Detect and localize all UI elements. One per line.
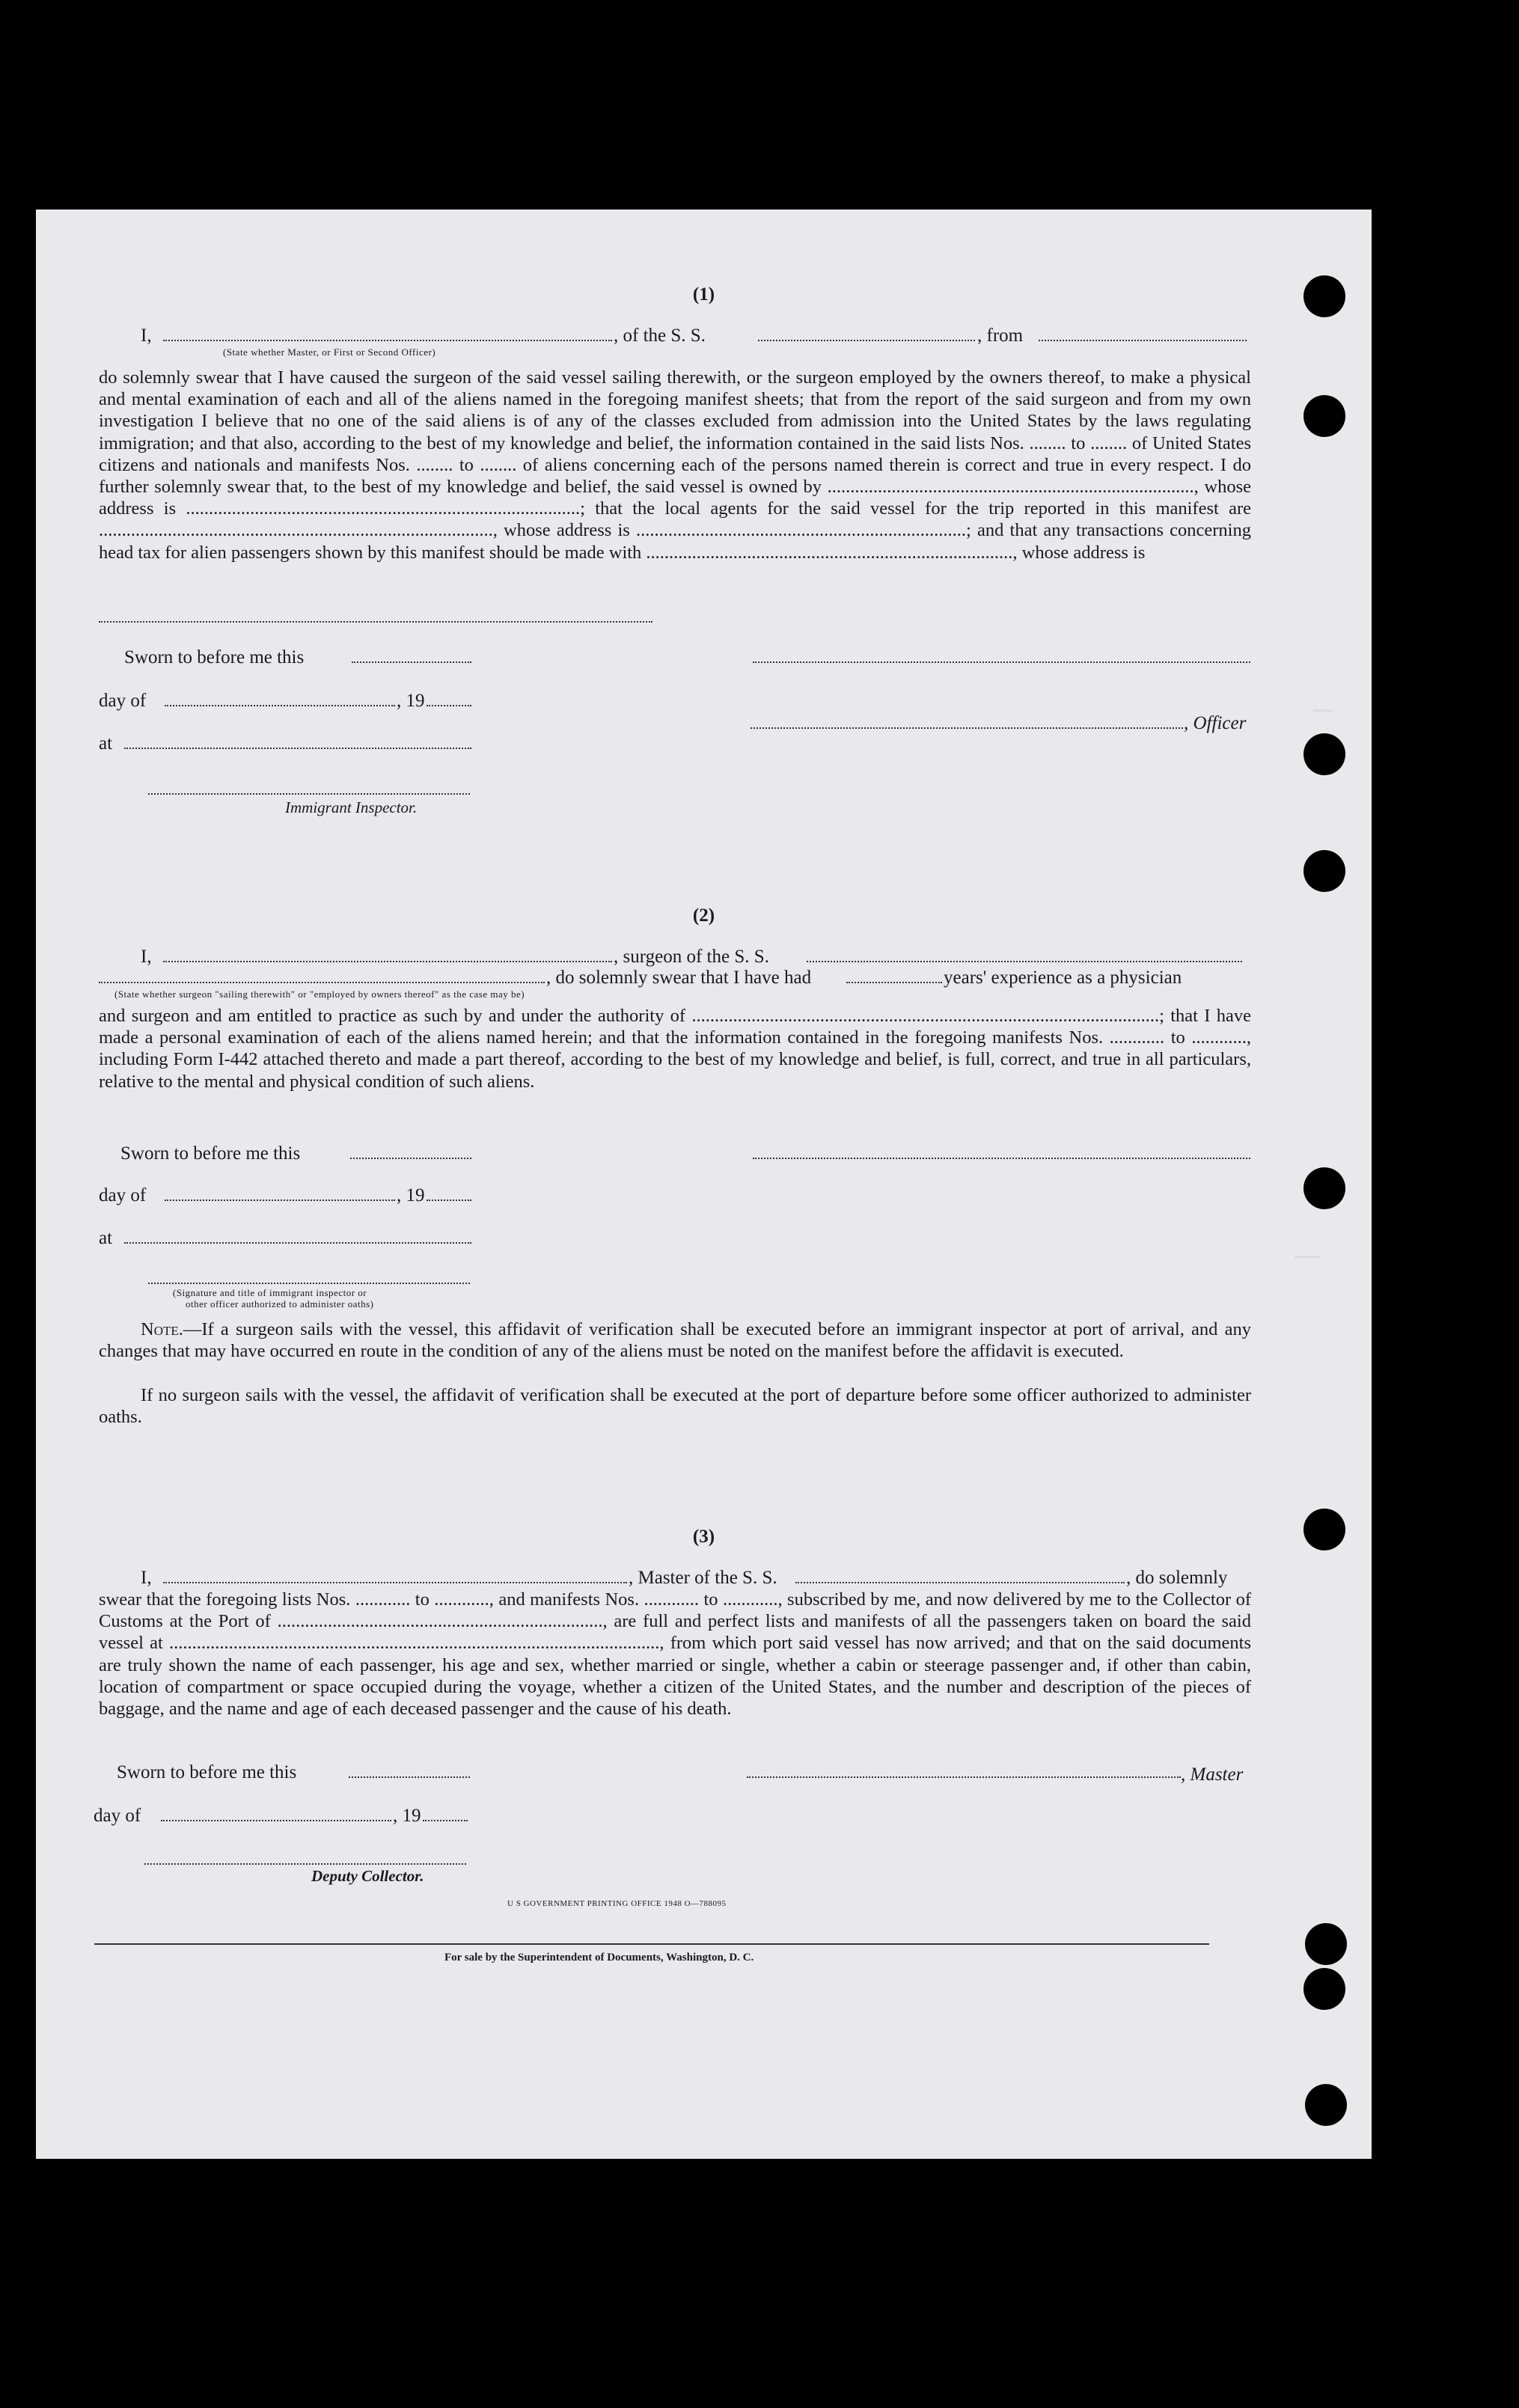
s2-years-label: years' experience as a physician [944, 968, 1182, 988]
s1-inspector-line[interactable] [148, 792, 470, 795]
s2-i-label: I, [141, 947, 152, 967]
s3-day-label: day of [94, 1806, 141, 1826]
section-2-heading: (2) [692, 905, 715, 926]
s3-master-label: , Master [1181, 1764, 1244, 1785]
s3-year-line[interactable] [423, 1818, 468, 1821]
s1-i-label: I, [141, 326, 152, 346]
binder-hole [1305, 2084, 1347, 2126]
s3-collector-signature-line[interactable] [144, 1862, 466, 1865]
binder-hole [1303, 275, 1345, 317]
s1-year-line[interactable] [427, 703, 471, 706]
s1-from-port-line[interactable] [1039, 338, 1247, 341]
section-3-heading: (3) [692, 1527, 715, 1547]
s2-surgeon-name-line[interactable] [163, 959, 612, 962]
s3-solemnly-label: , do solemnly [1126, 1568, 1228, 1588]
s1-officer-rank-line[interactable] [163, 338, 612, 341]
s2-note-text: —If a surgeon sails with the vessel, this affidavit of verification shall be executed before an immigrant inspector at port of arrival, and any changes that may have occurred en route in the condition of any of the aliens must be noted on the manifest before the affidavit is executed. [99, 1319, 1251, 1362]
s2-swear-label: , do solemnly swear that I have had [546, 968, 812, 988]
s2-authority-signature-line[interactable] [148, 1281, 470, 1284]
s3-day-line[interactable] [161, 1818, 391, 1821]
s1-sworn-label: Sworn to before me this [124, 647, 305, 667]
section-1-heading: (1) [692, 284, 715, 305]
s1-year-label: , 19 [397, 691, 425, 711]
binder-hole [1303, 1509, 1345, 1550]
s2-note-paragraph [99, 1318, 1251, 1362]
s2-surgeon-of-label: , surgeon of the S. S. [614, 947, 769, 967]
s1-address-line[interactable] [99, 620, 652, 623]
s2-oath-paragraph: and surgeon and am entitled to practice as such by and under the authority of ......................................................................................................; that I have made a personal examination of each of the aliens named herein; and that the information contained in the foregoing manifests Nos. ............ to ............, including Form I-442 attached thereto and made a part thereof, according to the best of my knowledge and belief, is full, correct, and true in all particulars, relative to the mental and physical condition of such aliens. [99, 1006, 1251, 1092]
s2-sworn-date-line[interactable] [350, 1156, 471, 1159]
binder-hole [1303, 395, 1345, 437]
s1-inspector-label: Immigrant Inspector. [285, 798, 418, 816]
s2-status-line[interactable] [99, 980, 545, 983]
s2-at-label: at [99, 1228, 113, 1248]
binder-hole [1303, 1968, 1345, 2010]
s3-i-label: I, [141, 1568, 152, 1588]
binder-hole [1303, 1167, 1345, 1209]
binder-hole [1303, 850, 1345, 892]
binder-hole [1303, 733, 1345, 775]
s2-years-line[interactable] [846, 980, 942, 983]
s3-sworn-date-line[interactable] [349, 1775, 470, 1778]
s1-sworn-date-line[interactable] [352, 660, 471, 663]
binder-hole [1305, 1923, 1347, 1965]
s2-sworn-label: Sworn to before me this [120, 1143, 301, 1164]
s1-day-label: day of [99, 691, 147, 711]
s2-year-label: , 19 [397, 1185, 425, 1205]
s1-day-line[interactable] [165, 703, 395, 706]
s1-officer-label: , Officer [1184, 713, 1247, 733]
s3-master-name-line[interactable] [163, 1580, 627, 1583]
s2-day-label: day of [99, 1185, 147, 1205]
s2-year-line[interactable] [427, 1198, 471, 1201]
s2-ship-name-line[interactable] [807, 959, 1242, 962]
s1-signature-line[interactable] [753, 660, 1250, 663]
s2-sig-hint-1: (Signature and title of immigrant inspector or [173, 1287, 367, 1298]
s2-signature-line[interactable] [753, 1156, 1250, 1159]
printer-imprint: U S GOVERNMENT PRINTING OFFICE 1948 O—788095 [507, 1899, 727, 1908]
s1-from-label: , from [977, 326, 1024, 346]
s3-oath-paragraph: swear that the foregoing lists Nos. ............ to ............, and manifests Nos. ............ to ............, subscribed by me, and now delivered by me to the Collector of Customs at the Port of ......................................................................., are full and perfect lists and manifests of all the passengers taken on board the said vessel at ..........................................................................................................., from which port said vessel has now arrived; and that on the said documents are truly shown the name of each passenger, his age and sex, whether married or single, whether a cabin or steerage passenger and, if other than cabin, location of compartment or space occupied during the voyage, whether a citizen of the United States, and the number and description of the pieces of baggage, and the name and age of each deceased passenger and the cause of his death. [99, 1589, 1251, 1720]
s3-master-signature-line[interactable] [747, 1775, 1181, 1778]
s1-at-line[interactable] [124, 746, 471, 749]
s2-note-paragraph-2: If no surgeon sails with the vessel, the affidavit of verification shall be executed at the port of departure before some officer authorized to administer oaths. [99, 1385, 1251, 1428]
s1-at-label: at [99, 733, 113, 754]
s3-collector-label: Deputy Collector. [311, 1867, 424, 1885]
s2-state-hint: (State whether surgeon "sailing therewith" or "employed by owners thereof" as the case may be) [114, 988, 525, 1000]
s2-day-line[interactable] [165, 1198, 395, 1201]
s1-of-ss-label: , of the S. S. [614, 326, 706, 346]
footer-rule [94, 1943, 1209, 1945]
s1-officer-line[interactable] [751, 726, 1183, 729]
s2-at-line[interactable] [124, 1241, 471, 1244]
s3-master-of-label: , Master of the S. S. [629, 1568, 777, 1588]
s3-year-label: , 19 [393, 1806, 421, 1826]
s2-note-label: Note. [141, 1319, 183, 1339]
s1-ship-name-line[interactable] [758, 338, 975, 341]
s2-sig-hint-2: other officer authorized to administer oaths) [186, 1298, 374, 1310]
edge-mark [1295, 1256, 1320, 1258]
edge-mark [1313, 709, 1333, 712]
s3-ship-name-line[interactable] [795, 1580, 1125, 1583]
s1-state-hint: (State whether Master, or First or Second Officer) [223, 346, 436, 358]
for-sale-notice: For sale by the Superintendent of Documents, Washington, D. C. [444, 1952, 754, 1964]
document-page [36, 210, 1372, 2159]
s3-sworn-label: Sworn to before me this [117, 1762, 297, 1782]
s1-oath-paragraph: do solemnly swear that I have caused the surgeon of the said vessel sailing therewith, or the surgeon employed by the owners thereof, to make a physical and mental examination of each and all of the aliens named in the foregoing manifest sheets; that from the report of the said surgeon and from my own investigation I believe that no one of the said aliens is of any of the classes excluded from admission into the United States by the laws regulating immigration; and that also, according to the best of my knowledge and belief, the information contained in the said lists Nos. ........ to ........ of United States citizens and nationals and manifests Nos. ........ to ........ of aliens concerning each of the persons named therein is correct and true in every respect. I do further solemnly swear that, to the best of my knowledge and belief, the said vessel is owned by ................................................................................, whose address is ......................................................................................; that the local agents for the said vessel for the trip reported in this manifest are ......................................................................................, whose address is ........................................................................; and that any transactions concerning head tax for alien passengers shown by this manifest should be made with ................................................................................, whose address is [99, 367, 1251, 563]
